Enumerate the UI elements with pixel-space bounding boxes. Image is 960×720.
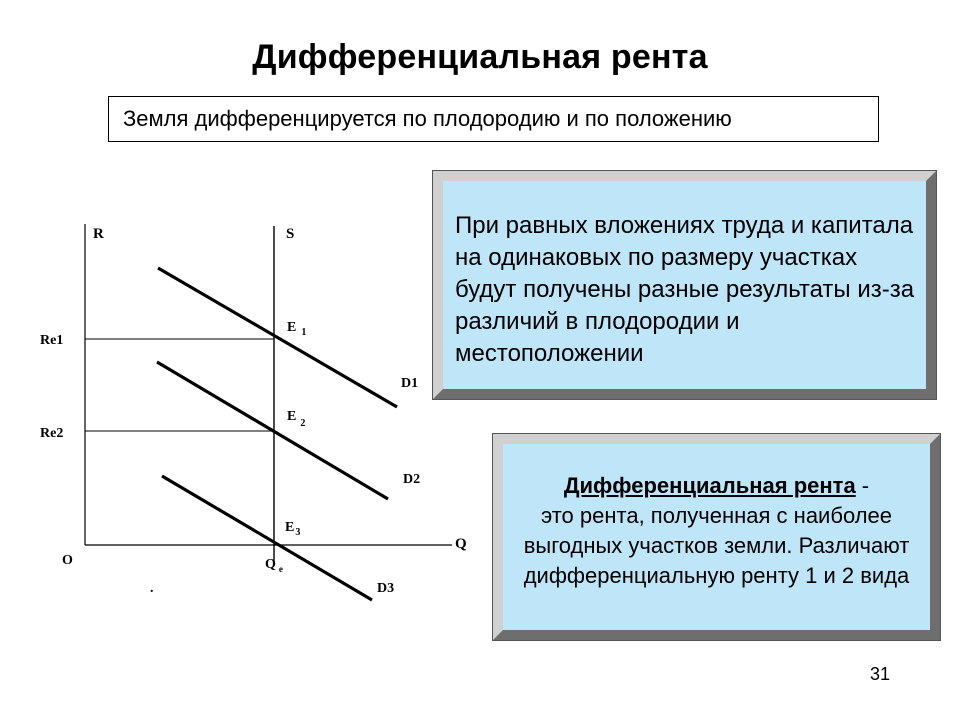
definition-dash: - [855,473,870,498]
demand-curve-d3 [162,476,372,600]
page-number: 31 [870,664,891,684]
supply-label: S [286,226,295,242]
definition-term: Дифференциальная рента [563,473,856,498]
subtitle-text: Земля дифференцируется по плодородию и по положению [123,106,732,131]
x-axis-label: Q [455,536,467,552]
price-label-re2: Re2 [40,426,64,441]
equilibrium-e2-sub: 2 [300,418,306,429]
definition-box [493,434,940,640]
equilibrium-e3-letter: E [285,520,295,535]
equilibrium-e1-sub: 1 [301,327,307,338]
demand-label-d3: D3 [377,581,395,596]
definition-body: это рента, полученная с наиболее выгодных участков земли. Различают дифференциальную ренту 1 и 2 вида [523,503,910,588]
equilibrium-label-e2 [287,409,305,429]
stray-dot: . [150,581,154,596]
callout-equal-investment [433,171,936,399]
equilibrium-quantity-letter: Q [265,557,276,572]
y-axis-label: R [93,226,104,242]
callout-equal-investment-text: При равных вложениях труда и капитала на одинаковых по размеру участках будут получены разные результаты из-за различий в плодородии и местоположении [455,212,915,367]
subtitle-box [108,96,879,142]
demand-label-d2: D2 [403,472,421,487]
equilibrium-quantity-label [265,557,283,574]
origin-label: O [62,553,73,568]
price-label-re1: Re1 [40,333,64,348]
definition-text [503,471,930,591]
equilibrium-label-e1 [287,320,306,338]
equilibrium-e1-letter: E [287,320,297,335]
rent-supply-demand-diagram [0,200,470,620]
equilibrium-e3-sub: 3 [295,527,301,538]
demand-label-d1: D1 [401,376,419,391]
slide-title: Дифференциальная рента [252,38,708,76]
demand-curve-d1 [158,268,397,407]
equilibrium-e2-letter: E [287,409,297,424]
equilibrium-label-e3 [285,520,300,538]
equilibrium-quantity-sub: e [278,564,283,574]
